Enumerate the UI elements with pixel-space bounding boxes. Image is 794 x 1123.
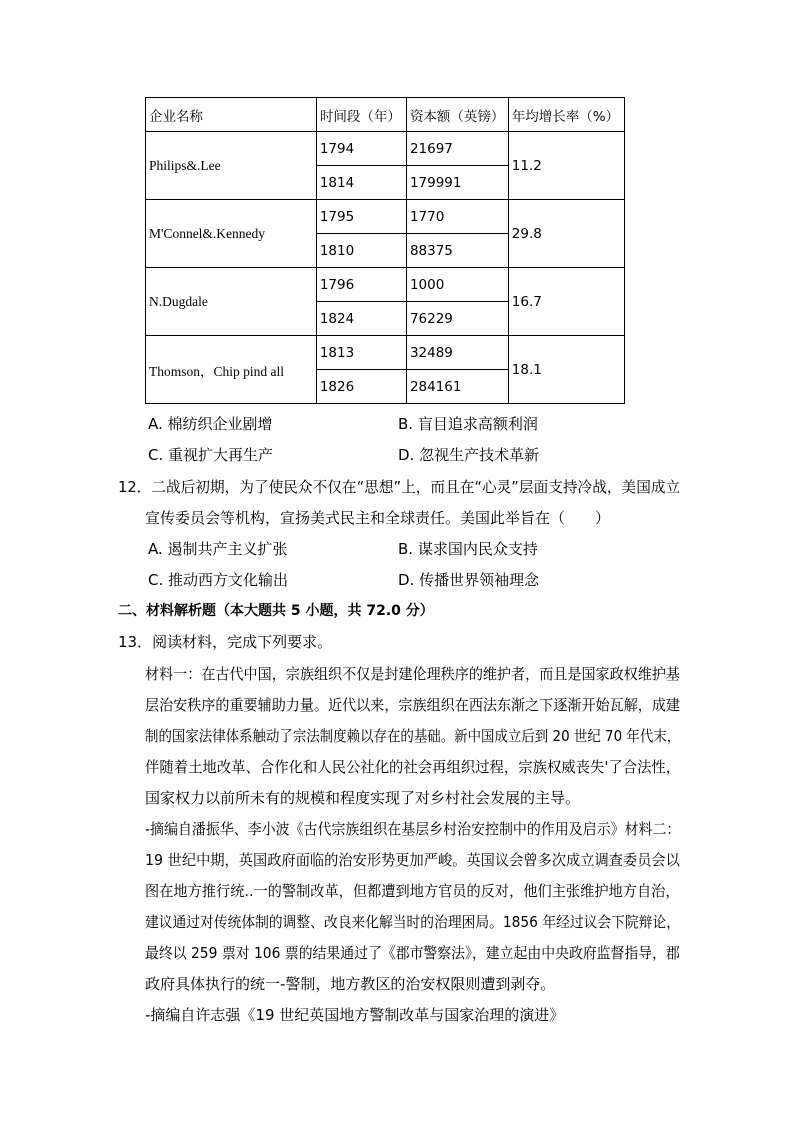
q12-option-b: B. 谋求国内民众支持 <box>398 540 538 558</box>
year-cell: 1813 <box>316 336 406 370</box>
enterprise-name-cell: Philips&.Lee <box>146 132 317 200</box>
enterprise-name-cell: M'Connel&.Kennedy <box>146 200 317 268</box>
q13-material-line: 国家权力以前所未有的规模和程度实现了对乡村社会发展的主导。 <box>145 789 581 807</box>
table-row <box>146 268 625 302</box>
year-cell: 1796 <box>316 268 406 302</box>
q13-material-line: 材料一：在古代中国，宗族组织不仅是封建伦理秩序的维护者，而且是国家政权维护基 <box>145 665 681 683</box>
q12-stem-line2: 宣传委员会等机构，宣扬美式民主和全球责任。美国此举旨在（ ） <box>145 509 611 527</box>
growth-rate-cell: 18.1 <box>508 336 624 404</box>
q13-material-line: 最终以 259 票对 106 票的结果通过了《郡市警察法》，建立起由中央政府监督指导，郡 <box>145 944 680 962</box>
capital-cell: 21697 <box>406 132 508 166</box>
enterprise-name-cell: N.Dugdale <box>146 268 317 336</box>
capital-cell: 1770 <box>406 200 508 234</box>
table-header-row <box>146 98 625 132</box>
capital-cell: 1000 <box>406 268 508 302</box>
header-capital: 资本额（英镑） <box>406 98 508 132</box>
q11-option-d: D. 忽视生产技术革新 <box>398 446 540 464</box>
growth-rate-cell: 29.8 <box>508 200 624 268</box>
capital-cell: 284161 <box>406 370 508 404</box>
q13-material-line: -摘编自许志强《19 世纪英国地方警制改革与国家治理的演进》 <box>145 1006 565 1024</box>
header-period: 时间段（年） <box>316 98 406 132</box>
section-heading: 二、材料解析题（本大题共 5 小题，共 72.0 分） <box>118 603 434 619</box>
capital-cell: 179991 <box>406 166 508 200</box>
capital-cell: 76229 <box>406 302 508 336</box>
q13-material-line: 制的国家法律体系触动了宗法制度赖以存在的基础。新中国成立后到 20 世纪 70 年代末， <box>145 727 681 745</box>
year-cell: 1810 <box>316 234 406 268</box>
capital-cell: 88375 <box>406 234 508 268</box>
year-cell: 1824 <box>316 302 406 336</box>
year-cell: 1795 <box>316 200 406 234</box>
year-cell: 1794 <box>316 132 406 166</box>
q11-option-b: B. 盲目追求高额利润 <box>398 415 538 433</box>
q11-option-c: C. 重视扩大再生产 <box>148 446 274 464</box>
enterprise-capital-table <box>145 97 625 404</box>
q13-material-line: 层治安秩序的重要辅助力量。近代以来，宗族组织在西法东渐之下逐渐开始瓦解，成建 <box>145 696 681 714</box>
year-cell: 1814 <box>316 166 406 200</box>
header-growth-rate: 年均增长率（%） <box>508 98 624 132</box>
q12-option-c: C. 推动西方文化输出 <box>148 571 289 589</box>
q13-material-line: 政府具体执行的统一-警制，地方教区的治安权限则遭到剥夺。 <box>145 975 556 993</box>
q13-material-line: -摘编自潘振华、李小波《古代宗族组织在基层乡村治安控制中的作用及启示》材料二： <box>145 820 681 838</box>
growth-rate-cell: 16.7 <box>508 268 624 336</box>
q12-option-d: D. 传播世界领袖理念 <box>398 571 540 589</box>
q12-option-a: A. 遏制共产主义扩张 <box>148 540 288 558</box>
q13-material-line: 图在地方推行统..一的警制改革，但都遭到地方官员的反对，他们主张维护地方自治， <box>145 882 680 900</box>
enterprise-name-cell: Thomson，Chip pind all <box>146 336 317 404</box>
table-row <box>146 200 625 234</box>
q13-material-line: 19 世纪中期，英国政府面临的治安形势更加严峻。英国议会曾多次成立调查委员会以 <box>145 851 680 869</box>
capital-cell: 32489 <box>406 336 508 370</box>
growth-rate-cell: 11.2 <box>508 132 624 200</box>
year-cell: 1826 <box>316 370 406 404</box>
header-enterprise-name: 企业名称 <box>146 98 317 132</box>
table-row <box>146 336 625 370</box>
q13-title: 13．阅读材料，完成下列要求。 <box>118 633 333 651</box>
table-row <box>146 132 625 166</box>
q13-material-line: 建议通过对传统体制的调整、改良来化解当时的治理困局。1856 年经过议会下院辩论， <box>145 913 680 931</box>
q11-option-a: A. 棉纺织企业剧增 <box>148 415 273 433</box>
q12-stem-line1: 12．二战后初期，为了使民众不仅在“思想”上，而且在“心灵”层面支持冷战，美国成立 <box>118 478 681 496</box>
q13-material-line: 伴随着土地改革、合作化和人民公社化的社会再组织过程，宗族权威丧失'了合法性， <box>145 758 681 776</box>
